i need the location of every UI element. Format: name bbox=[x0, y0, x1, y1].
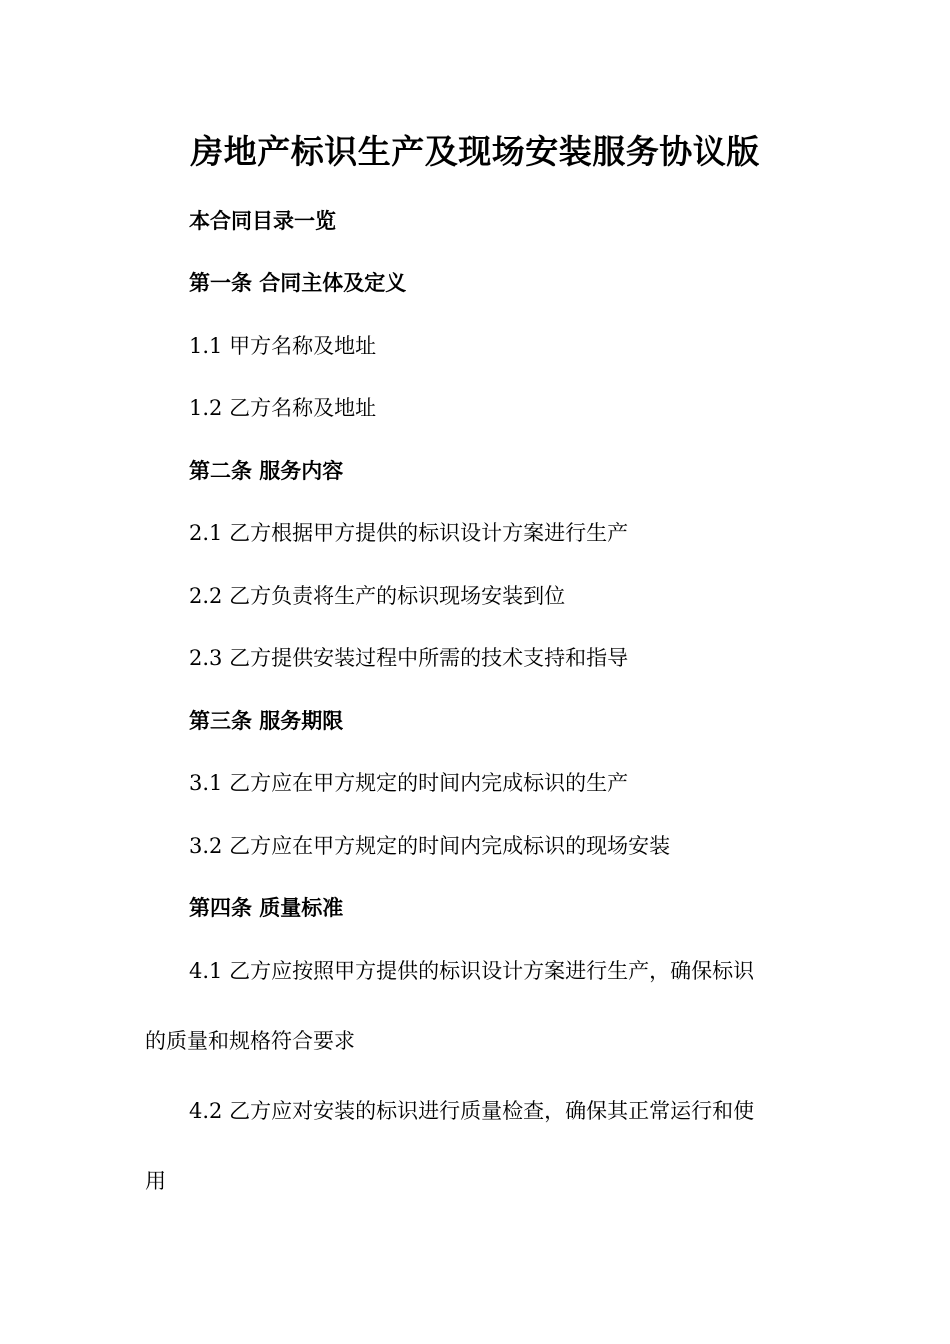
toc-item-2-1: 2.1 乙方根据甲方提供的标识设计方案进行生产 bbox=[189, 521, 629, 545]
paragraph-4-1-line-2: 的质量和规格符合要求 bbox=[145, 1029, 355, 1053]
toc-item-3-1: 3.1 乙方应在甲方规定的时间内完成标识的生产 bbox=[189, 771, 629, 795]
section-heading-2: 第二条 服务内容 bbox=[189, 459, 344, 483]
paragraph-4-2 bbox=[145, 1096, 815, 1196]
paragraph-4-2-line-2: 用 bbox=[145, 1169, 166, 1193]
document-title: 房地产标识生产及现场安装服务协议版 bbox=[190, 132, 760, 171]
section-heading-4: 第四条 质量标准 bbox=[189, 896, 344, 920]
section-heading-3: 第三条 服务期限 bbox=[189, 709, 344, 733]
toc-item-1-1: 1.1 甲方名称及地址 bbox=[189, 334, 377, 358]
toc-item-2-3: 2.3 乙方提供安装过程中所需的技术支持和指导 bbox=[189, 646, 629, 670]
toc-item-2-2: 2.2 乙方负责将生产的标识现场安装到位 bbox=[189, 584, 566, 608]
toc-item-3-2: 3.2 乙方应在甲方规定的时间内完成标识的现场安装 bbox=[189, 834, 671, 858]
section-heading-1: 第一条 合同主体及定义 bbox=[189, 271, 407, 295]
toc-heading: 本合同目录一览 bbox=[189, 209, 336, 233]
paragraph-4-2-line-1: 4.2 乙方应对安装的标识进行质量检查，确保其正常运行和使 bbox=[189, 1099, 755, 1123]
paragraph-4-1-line-1: 4.1 乙方应按照甲方提供的标识设计方案进行生产，确保标识 bbox=[189, 959, 755, 983]
toc-item-1-2: 1.2 乙方名称及地址 bbox=[189, 396, 377, 420]
paragraph-4-1 bbox=[145, 956, 815, 1056]
